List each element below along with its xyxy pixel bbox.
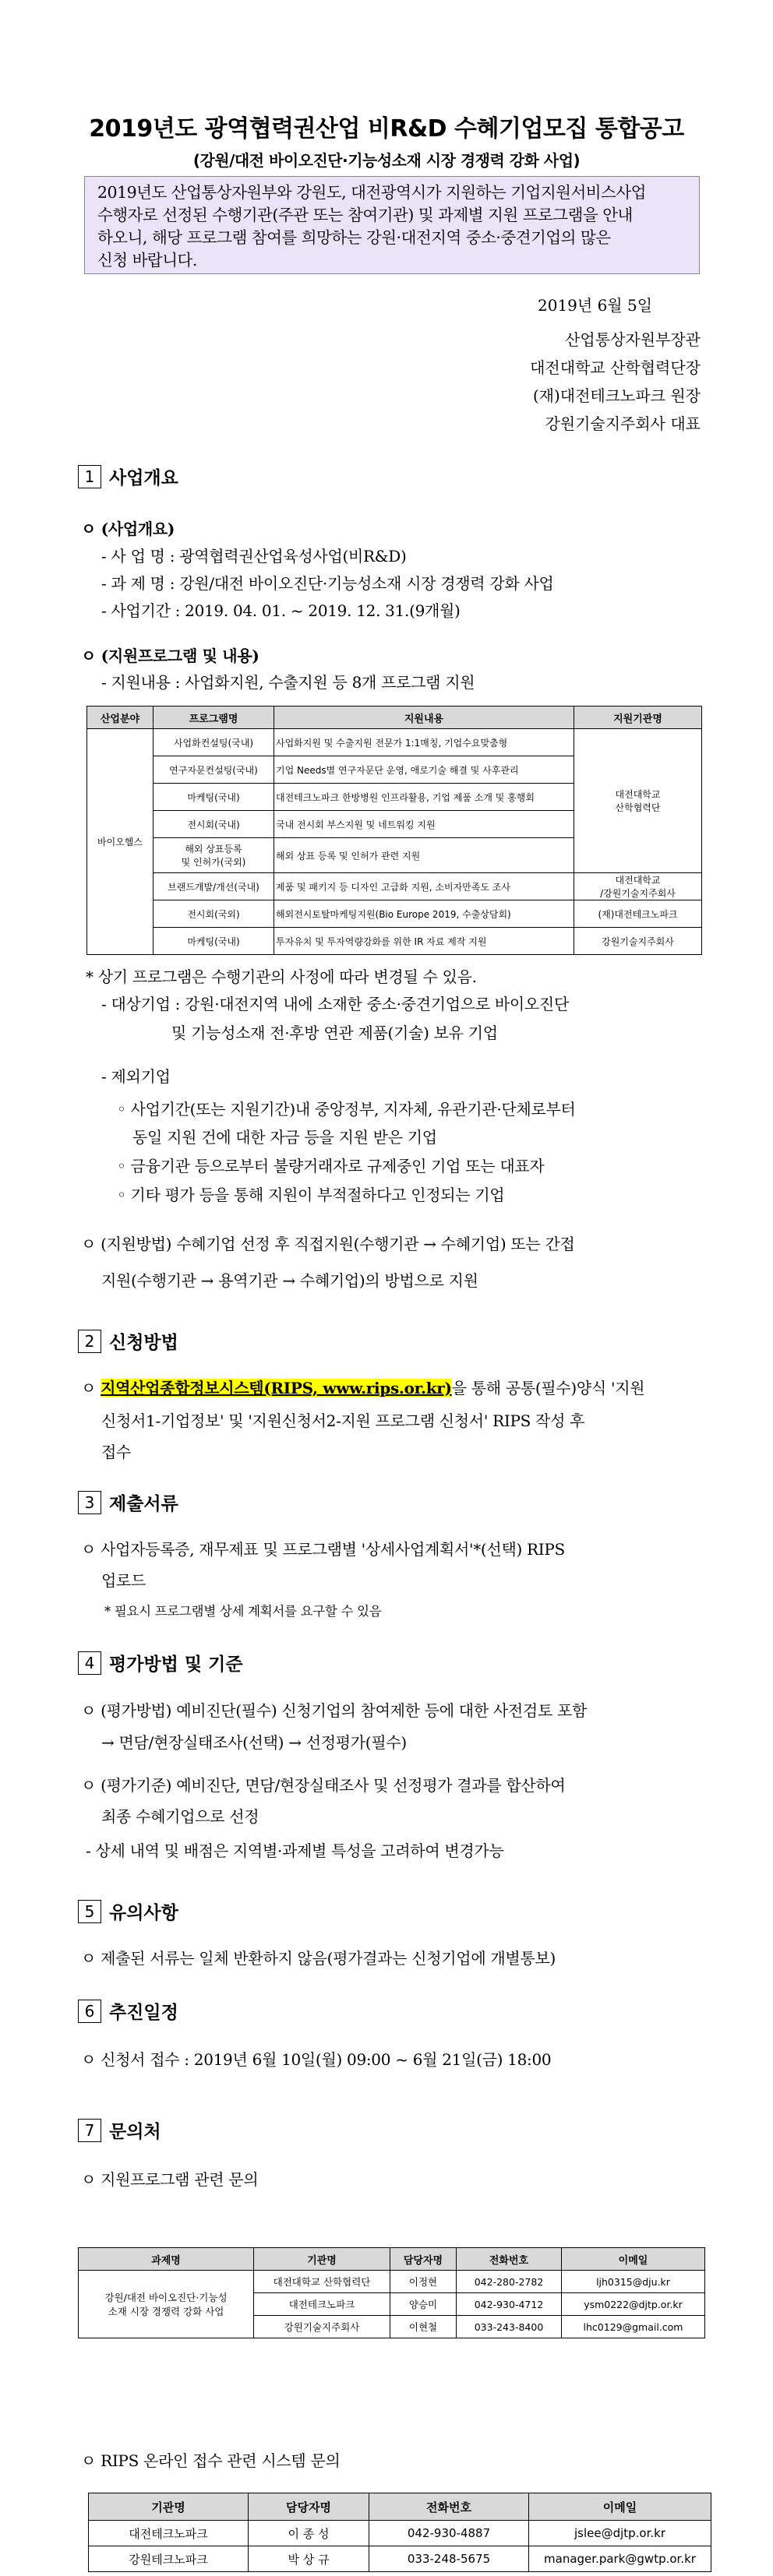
table-header: 담당자명	[249, 2493, 369, 2521]
notice-box	[84, 176, 700, 274]
contact-person: 박 상 규	[249, 2546, 369, 2572]
program-name: 브랜드개발/개선(국내)	[154, 873, 274, 900]
org-name: 산업통상자원부장관	[565, 330, 701, 349]
table-row	[89, 2546, 711, 2572]
table-row	[87, 900, 702, 928]
agency-name: (재)대전테크노파크	[574, 900, 702, 928]
program-content: 대전테크노파크 한방병원 인프라활용, 기업 제품 소개 및 홍행회	[274, 784, 574, 811]
contact-person: 이현철	[390, 2316, 457, 2338]
table-header: 기관명	[89, 2493, 249, 2521]
rips-link[interactable]: 지역산업종합정보시스템(RIPS, www.rips.or.kr)	[101, 1379, 452, 1397]
program-name: 마케팅(국내)	[154, 784, 274, 811]
rips-contact-table	[88, 2493, 711, 2572]
org-name: 대전대학교 산학협력단장	[530, 358, 701, 377]
documents-note: * 필요시 프로그램별 상세 계획서를 요구할 수 있음	[104, 1604, 382, 1619]
table-header: 산업분야	[87, 707, 154, 729]
overview-line: - 사업기간 : 2019. 04. 01. ~ 2019. 12. 31.(9개월)	[101, 601, 461, 620]
table-row	[79, 2271, 705, 2293]
phone-number: 042-930-4712	[457, 2293, 562, 2316]
org-name: 강원기술지주회사 대표	[545, 414, 701, 433]
overview-heading: ㅇ (사업개요)	[81, 520, 175, 538]
exclude-item: 동일 지원 건에 대한 자금 등을 지원 받은 기업	[132, 1128, 437, 1147]
phone-number: 033-243-8400	[457, 2316, 562, 2338]
program-name: 해외 상표등록 및 인허가(국외)	[154, 838, 274, 873]
notice-line: 하오니, 해당 프로그램 참여를 희망하는 강원·대전지역 중소·중견기업의 많은	[97, 228, 611, 247]
bullet: ㅇ	[81, 1379, 97, 1397]
overview-line: - 사 업 명 : 광역협력권산업육성사업(비R&D)	[101, 547, 407, 566]
table-header: 지원기관명	[574, 707, 702, 729]
agency-name: 대전테크노파크	[254, 2293, 390, 2316]
contact-person: 이정현	[390, 2271, 457, 2293]
announcement-date: 2019년 6월 5일	[538, 296, 653, 315]
evaluation-line: ㅇ (평가기준) 예비진단, 면담/현장실태조사 및 선정평가 결과를 합산하여	[81, 1776, 566, 1795]
section-heading	[78, 1650, 243, 1676]
apply-line: 신청서1-기업정보' 및 '지원신청서2-지원 프로그램 신청서' RIPS 작성 후	[101, 1411, 585, 1430]
email[interactable]: lhc0129@gmail.com	[562, 2316, 705, 2338]
program-intro: - 지원내용 : 사업화지원, 수출지원 등 8개 프로그램 지원	[101, 673, 475, 692]
page-subtitle: (강원/대전 바이오진단·기능성소재 시장 경쟁력 강화 사업)	[192, 151, 581, 170]
email[interactable]: ysm0222@djtp.or.kr	[562, 2293, 705, 2316]
method-line: 지원(수행기관 → 용역기관 → 수혜기업)의 방법으로 지원	[101, 1271, 478, 1290]
program-content: 투자유치 및 투자역량강화를 위한 IR 자료 제작 지원	[274, 928, 574, 955]
table-header: 전화번호	[369, 2493, 529, 2521]
page-title: 2019년도 광역협력권산업 비R&D 수혜기업모집 통합공고	[89, 115, 684, 143]
section-title: 문의처	[109, 2122, 161, 2142]
agency-name: 대전테크노파크	[89, 2521, 249, 2546]
agency-name: 강원기술지주회사	[254, 2316, 390, 2338]
table-row	[87, 729, 702, 756]
exclude-heading: - 제외기업	[101, 1067, 171, 1086]
section-number: 4	[78, 1651, 101, 1675]
program-table	[86, 706, 702, 955]
contact-person: 양승미	[390, 2293, 457, 2316]
section-number: 6	[78, 2000, 101, 2023]
apply-line: 접수	[101, 1443, 132, 1461]
table-header: 전화번호	[457, 2248, 562, 2271]
evaluation-line: ㅇ (평가방법) 예비진단(필수) 신청기업의 참여제한 등에 대한 사전검토 포함	[81, 1701, 588, 1720]
program-name: 사업화컨설팅(국내)	[154, 729, 274, 756]
contact-heading: ㅇ 지원프로그램 관련 문의	[81, 2170, 259, 2189]
industry-field: 바이오헬스	[87, 729, 154, 955]
program-heading: ㅇ (지원프로그램 및 내용)	[81, 647, 259, 665]
exclude-item: ◦ 금융기관 등으로부터 불량거래자로 규제중인 기업 또는 대표자	[117, 1157, 545, 1175]
program-name: 마케팅(국내)	[154, 928, 274, 955]
section-title: 제출서류	[109, 1494, 178, 1514]
table-note: * 상기 프로그램은 수행기관의 사정에 따라 변경될 수 있음.	[86, 967, 477, 986]
table-row	[87, 873, 702, 900]
table-row	[89, 2521, 711, 2546]
notice-line: 신청 바랍니다.	[97, 251, 197, 270]
section-heading	[78, 2117, 161, 2143]
email[interactable]: ljh0315@dju.kr	[562, 2271, 705, 2293]
section-title: 유의사항	[109, 1903, 178, 1923]
program-name: 전시회(국외)	[154, 900, 274, 928]
project-name: 강원/대전 바이오진단·기능성 소재 시장 경쟁력 강화 사업	[79, 2271, 254, 2338]
phone-number: 033-248-5675	[369, 2546, 529, 2572]
phone-number: 042-280-2782	[457, 2271, 562, 2293]
documents-line: ㅇ 사업자등록증, 재무제표 및 프로그램별 '상세사업계획서'*(선택) RIPS	[81, 1540, 565, 1559]
agency-name: 강원기술지주회사	[574, 928, 702, 955]
table-header: 담당자명	[390, 2248, 457, 2271]
notice-line: 수행자로 선정된 수행기관(주관 또는 참여기관) 및 과제별 지원 프로그램을 안내	[97, 206, 633, 224]
section-heading	[78, 1328, 178, 1354]
org-name: (재)대전테크노파크 원장	[532, 386, 701, 405]
apply-text: 을 통해 공통(필수)양식 '지원	[451, 1379, 645, 1397]
table-header: 이메일	[562, 2248, 705, 2271]
section-title: 평가방법 및 기준	[109, 1654, 243, 1675]
table-header-row	[87, 707, 702, 729]
documents-line: 업로드	[101, 1571, 146, 1590]
section-heading	[78, 1998, 178, 2024]
schedule-line: ㅇ 신청서 접수 : 2019년 6월 10일(월) 09:00 ~ 6월 21일(금) 18:00	[81, 2050, 552, 2069]
target-line: - 대상기업 : 강원·대전지역 내에 소재한 중소·중견기업으로 바이오진단	[101, 995, 569, 1013]
table-row	[87, 928, 702, 955]
section-title: 신청방법	[109, 1333, 178, 1353]
program-name: 연구자문컨설팅(국내)	[154, 756, 274, 784]
rips-contact-heading: ㅇ RIPS 온라인 접수 관련 시스템 문의	[81, 2451, 341, 2470]
table-header-row	[79, 2248, 705, 2271]
exclude-item: ◦ 기타 평가 등을 통해 지원이 부적절하다고 인정되는 기업	[117, 1186, 505, 1204]
exclude-item: ◦ 사업기간(또는 지원기간)내 중앙정부, 지자체, 유관기관·단체로부터	[117, 1100, 576, 1119]
section-heading	[78, 1898, 178, 1924]
agency-name: 대전대학교 산학협력단	[574, 729, 702, 873]
contact-table	[78, 2247, 705, 2338]
program-content: 제품 및 패키지 등 디자인 고급화 지원, 소비자만족도 조사	[274, 873, 574, 900]
section-number: 5	[78, 1900, 101, 1923]
program-content: 해외전시토탈마케팅지원(Bio Europe 2019, 수출상담회)	[274, 900, 574, 928]
section-title: 추진일정	[109, 2003, 178, 2023]
section-number: 2	[78, 1330, 101, 1353]
evaluation-line: → 면담/현장실태조사(선택) → 선정평가(필수)	[101, 1733, 407, 1752]
table-header: 프로그램명	[154, 707, 274, 729]
section-heading	[78, 1489, 178, 1515]
target-line: 및 기능성소재 전·후방 연관 제품(기술) 보유 기업	[171, 1024, 498, 1042]
phone-number: 042-930-4887	[369, 2521, 529, 2546]
agency-name: 대전대학교 산학협력단	[254, 2271, 390, 2293]
table-header: 지원내용	[274, 707, 574, 729]
method-line: ㅇ (지원방법) 수혜기업 선정 후 직접지원(수행기관 → 수혜기업) 또는 간접	[81, 1235, 575, 1253]
agency-name: 대전대학교 /강원기술지주회사	[574, 873, 702, 900]
email[interactable]: manager.park@gwtp.or.kr	[529, 2546, 711, 2572]
evaluation-line: - 상세 내역 및 배점은 지역별·과제별 특성을 고려하여 변경가능	[86, 1841, 504, 1860]
apply-line	[81, 1377, 644, 1399]
table-header: 기관명	[254, 2248, 390, 2271]
section-heading	[78, 463, 178, 489]
program-content: 국내 전시회 부스지원 및 네트워킹 지원	[274, 811, 574, 838]
section-title: 사업개요	[109, 468, 178, 488]
program-content: 기업 Needs별 연구자문단 운영, 애로기술 해결 및 사후관리	[274, 756, 574, 784]
program-content: 해외 상표 등록 및 인허가 관련 지원	[274, 838, 574, 873]
section-number: 3	[78, 1491, 101, 1514]
table-header: 과제명	[79, 2248, 254, 2271]
email[interactable]: jslee@djtp.or.kr	[529, 2521, 711, 2546]
table-header-row	[89, 2493, 711, 2521]
overview-line: - 과 제 명 : 강원/대전 바이오진단·기능성소재 시장 경쟁력 강화 사업	[101, 574, 554, 593]
program-name: 전시회(국내)	[154, 811, 274, 838]
contact-person: 이 종 성	[249, 2521, 369, 2546]
agency-name: 강원테크노파크	[89, 2546, 249, 2572]
program-content: 사업화지원 및 수출지원 전문가 1:1매칭, 기업수요맞춤형	[274, 729, 574, 756]
caution-line: ㅇ 제출된 서류는 일체 반환하지 않음(평가결과는 신청기업에 개별통보)	[81, 1949, 556, 1968]
section-number: 1	[78, 465, 101, 488]
notice-line: 2019년도 산업통상자원부와 강원도, 대전광역시가 지원하는 기업지원서비스사업	[97, 183, 646, 202]
table-header: 이메일	[529, 2493, 711, 2521]
section-number: 7	[78, 2119, 101, 2142]
evaluation-line: 최종 수혜기업으로 선정	[101, 1807, 259, 1826]
